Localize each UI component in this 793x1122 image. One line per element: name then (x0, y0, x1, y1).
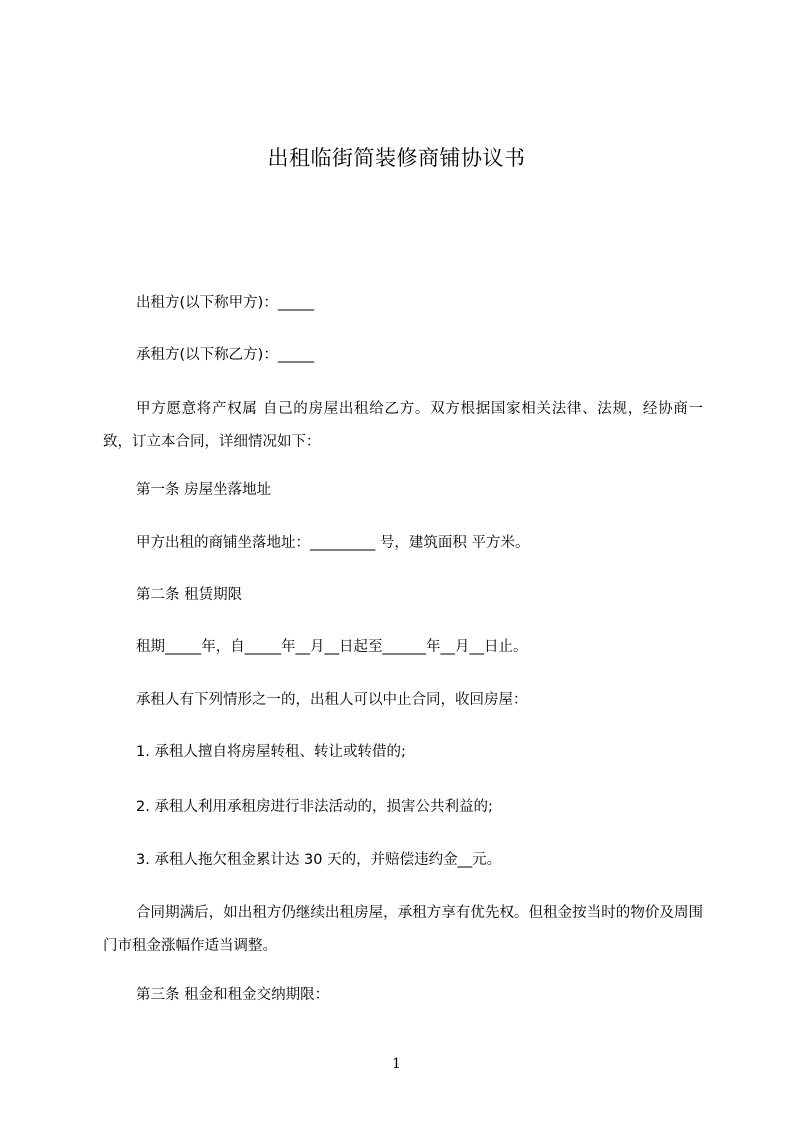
document-title: 出租临街简装修商铺协议书 (267, 146, 526, 170)
lessor-line: 出租方(以下称甲方)：_____ (136, 295, 315, 311)
list-item: 1. 承租人擅自将房屋转租、转让或转借的; (136, 744, 406, 760)
termination-conditions: 承租人有下列情形之一的，出租人可以中止合同，收回房屋： (136, 692, 528, 708)
lease-term-line: 租期_____年，自_____年__月__日起至______年__月__日止。 (136, 639, 528, 655)
article-2-heading: 第二条 租赁期限 (136, 587, 243, 603)
article-3-heading: 第三条 租金和租金交纳期限： (136, 987, 330, 1003)
list-item: 3. 承租人拖欠租金累计达 30 天的，并赔偿违约金__元。 (136, 852, 502, 868)
lessee-line: 承租方(以下称乙方)：_____ (136, 347, 315, 363)
page-number: 1 (392, 1056, 401, 1072)
article-1-heading: 第一条 房屋坐落地址 (136, 482, 272, 498)
renewal-paragraph: 合同期满后，如出租方仍继续出租房屋，承租方享有优先权。但租金按当时的物价及周围门市租金涨幅作适当调整。 (103, 905, 703, 954)
article-1-body: 甲方出租的商铺坐落地址：_________ 号，建筑面积 平方米。 (136, 535, 530, 551)
intro-paragraph: 甲方愿意将产权属 自己的房屋出租给乙方。双方根据国家相关法律、法规，经协商一致，订立本合同，详细情况如下： (103, 401, 703, 450)
list-item: 2. 承租人利用承租房进行非法活动的，损害公共利益的; (136, 799, 493, 815)
